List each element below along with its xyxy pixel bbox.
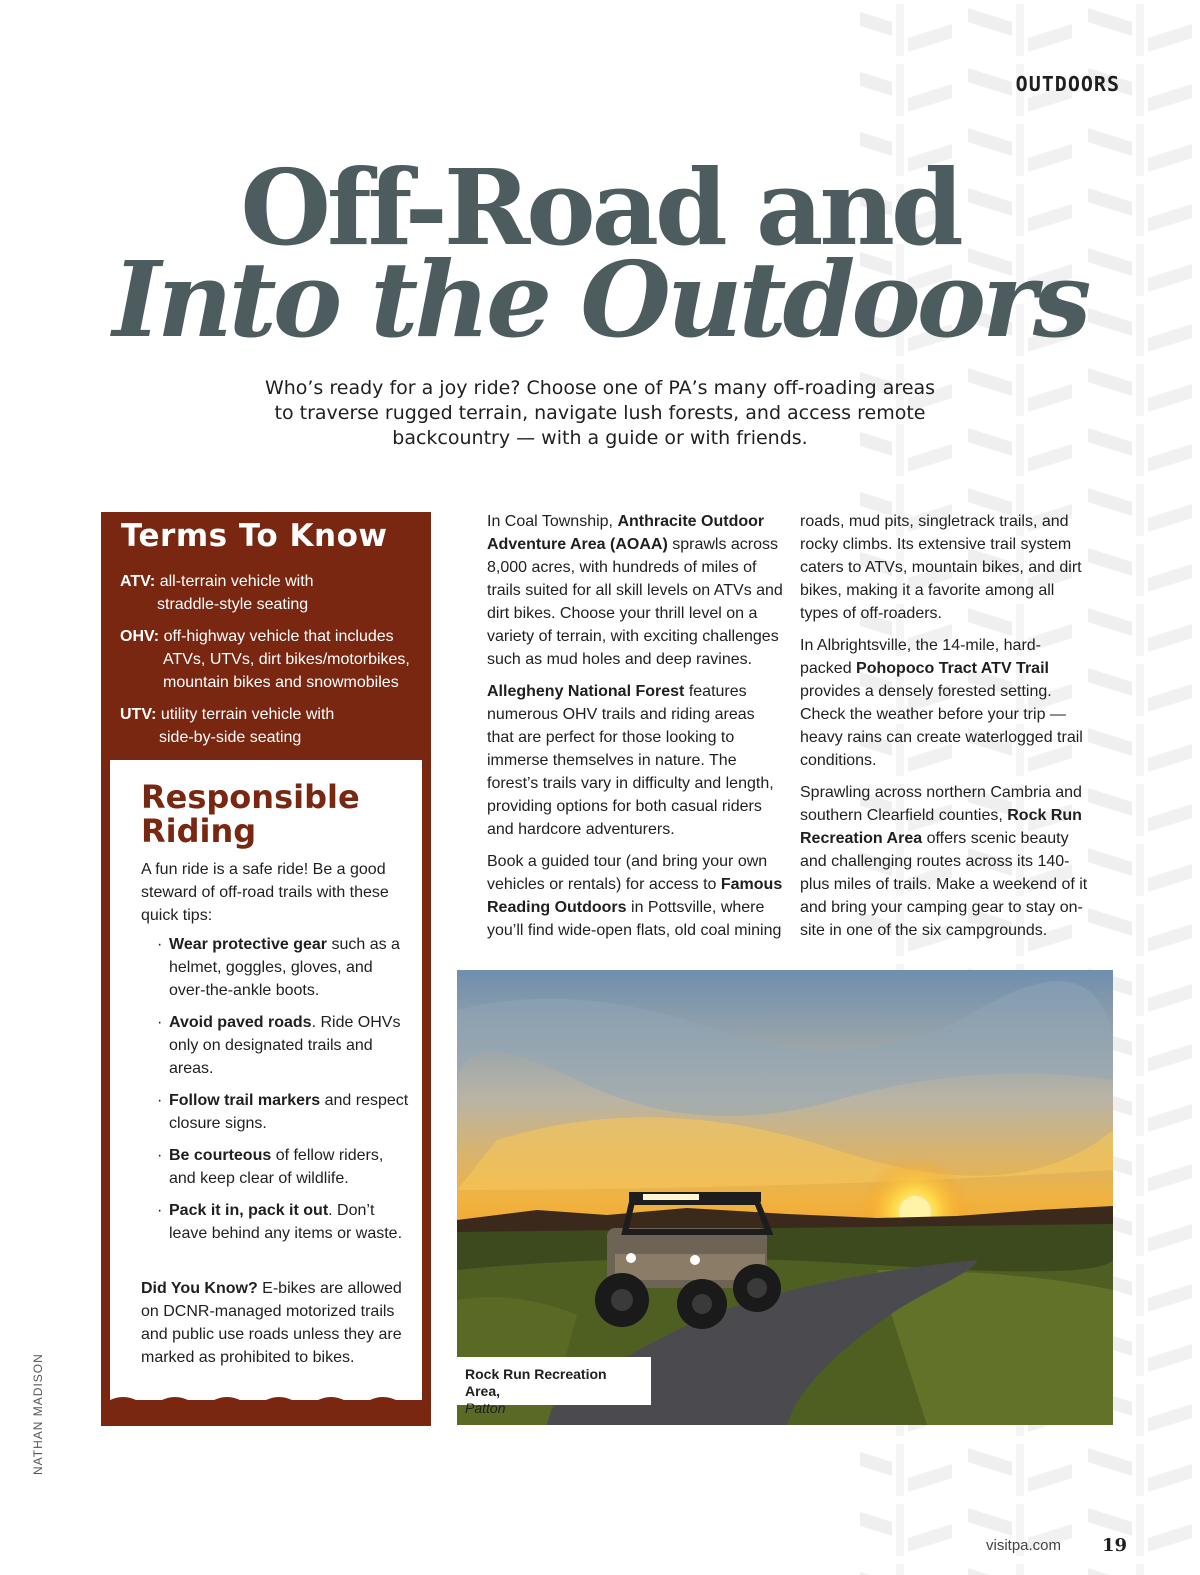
tip-item — [141, 1144, 411, 1190]
wave-border-icon — [110, 1394, 422, 1420]
paragraph-rock-run — [800, 781, 1092, 942]
tips-list — [141, 933, 411, 1254]
place-name: Allegheny National Forest — [487, 683, 685, 700]
place-name: Famous Reading Outdoors — [487, 876, 783, 916]
paragraph-continued — [800, 510, 1092, 625]
headline-line-2: Into the Outdoors — [112, 238, 1088, 361]
caption-town: Patton — [465, 1400, 506, 1416]
tip-text: and respect closure signs. — [169, 1092, 409, 1132]
terms-title: Terms To Know — [121, 518, 388, 554]
term-utv — [120, 703, 420, 749]
term-definition: all-terrain vehicle with — [155, 573, 314, 590]
tip-heading: Be courteous — [169, 1147, 272, 1164]
riding-title: Responsible Riding — [141, 778, 360, 850]
place-name: Rock Run Recreation Area — [800, 807, 1082, 847]
tip-item — [141, 1089, 411, 1135]
tip-item — [141, 1199, 411, 1245]
tip-heading: Wear protective gear — [169, 936, 327, 953]
place-name: Pohopoco Tract ATV Trail — [856, 660, 1049, 677]
headline-line-1: Off-Road and — [240, 146, 960, 269]
text: Book a guided tour (and bring your own vehicles or rentals) for access to — [487, 853, 768, 893]
bullet-icon: · — [157, 1202, 163, 1219]
text: In Coal Township, — [487, 513, 618, 530]
term-definition-cont: side-by-side seating — [159, 729, 302, 746]
term-abbr: UTV: — [120, 706, 157, 723]
bullet-icon: · — [157, 1092, 163, 1109]
text: provides a densely forested setting. Check the weather before your trip — heavy rains can create waterlogged trail conditions. — [800, 683, 1083, 769]
term-ohv — [120, 625, 420, 694]
footer-url: visitpa.com — [986, 1537, 1062, 1554]
term-definition: off-highway vehicle that includes — [159, 628, 394, 645]
paragraph-allegheny — [487, 680, 785, 841]
tip-text: . Don’t leave behind any items or waste. — [169, 1202, 403, 1242]
tip-text: . Ride OHVs only on designated trails and areas. — [169, 1014, 401, 1077]
text: sprawls across 8,000 acres, with hundreds of miles of trails suited for all skill levels on ATVs and dirt bikes. Choose your thrill level on a variety of terrain, with exciting challenges such as mud holes and deep ravines. — [487, 536, 783, 668]
bullet-icon: · — [157, 1014, 163, 1031]
text: roads, mud pits, singletrack trails, and rocky climbs. Its extensive trail system caters to ATVs, mountain bikes, and dirt bikes, making it a favorite among all types of off-roaders. — [800, 513, 1082, 622]
page-number: 19 — [1102, 1535, 1128, 1556]
caption-location: Rock Run Recreation Area, — [465, 1366, 607, 1399]
text: in Pottsville, where you’ll find wide-open flats, old coal mining — [487, 899, 782, 939]
did-you-know — [141, 1277, 411, 1369]
term-definition-cont: ATVs, UTVs, dirt bikes/motorbikes, mountain bikes and snowmobiles — [163, 651, 410, 691]
paragraph-famous-reading — [487, 850, 785, 942]
did-you-know-text: E-bikes are allowed on DCNR-managed motorized trails and public use roads unless they are marked as prohibited to bikes. — [141, 1280, 402, 1366]
term-definition: utility terrain vehicle with — [156, 706, 335, 723]
photo-credit: NATHAN MADISON — [31, 1353, 45, 1475]
text: features numerous OHV trails and riding areas that are perfect for those looking to immerse themselves in nature. The forest’s trails vary in difficulty and length, providing options for both casual riders and hardcore adventurers. — [487, 683, 774, 838]
tip-item — [141, 933, 411, 1002]
bullet-icon: · — [157, 1147, 163, 1164]
body-column-2 — [800, 510, 1092, 951]
tip-heading: Pack it in, pack it out — [169, 1202, 329, 1219]
text: offers scenic beauty and challenging routes across its 140-plus miles of trails. Make a weekend of it and bring your camping gear to stay on-site in one of the six campgrounds. — [800, 830, 1088, 939]
term-abbr: OHV: — [120, 628, 160, 645]
term-atv — [120, 570, 420, 616]
paragraph-aoaa — [487, 510, 785, 671]
tip-item — [141, 1011, 411, 1080]
did-you-know-label: Did You Know? — [141, 1280, 258, 1297]
intro-deck: Who’s ready for a joy ride? Choose one of PA’s many off-roading areas to traverse rugged terrain, navigate lush forests, and access remote backcountry — with a guide or with friends. — [264, 377, 936, 449]
tip-text: of fellow riders, and keep clear of wildlife. — [169, 1147, 384, 1187]
tip-heading: Follow trail markers — [169, 1092, 321, 1109]
responsible-riding-panel — [110, 760, 422, 1400]
riding-intro: A fun ride is a safe ride! Be a good steward of off-road trails with these quick tips: — [141, 861, 389, 924]
text: Sprawling across northern Cambria and southern Clearfield counties, — [800, 784, 1082, 824]
body-column-1 — [487, 510, 785, 951]
paragraph-pohopoco — [800, 634, 1092, 772]
bullet-icon: · — [157, 936, 163, 953]
text: In Albrightsville, the 14-mile, hard-packed — [800, 637, 1041, 677]
photo-caption — [457, 1357, 651, 1416]
section-label: OUTDOORS — [1015, 72, 1120, 96]
tip-text: such as a helmet, goggles, gloves, and over-the-ankle boots. — [169, 936, 400, 999]
term-definition-cont: straddle-style seating — [157, 596, 309, 613]
place-name: Anthracite Outdoor Adventure Area (AOAA) — [487, 513, 765, 553]
term-abbr: ATV: — [120, 573, 156, 590]
tip-heading: Avoid paved roads — [169, 1014, 312, 1031]
